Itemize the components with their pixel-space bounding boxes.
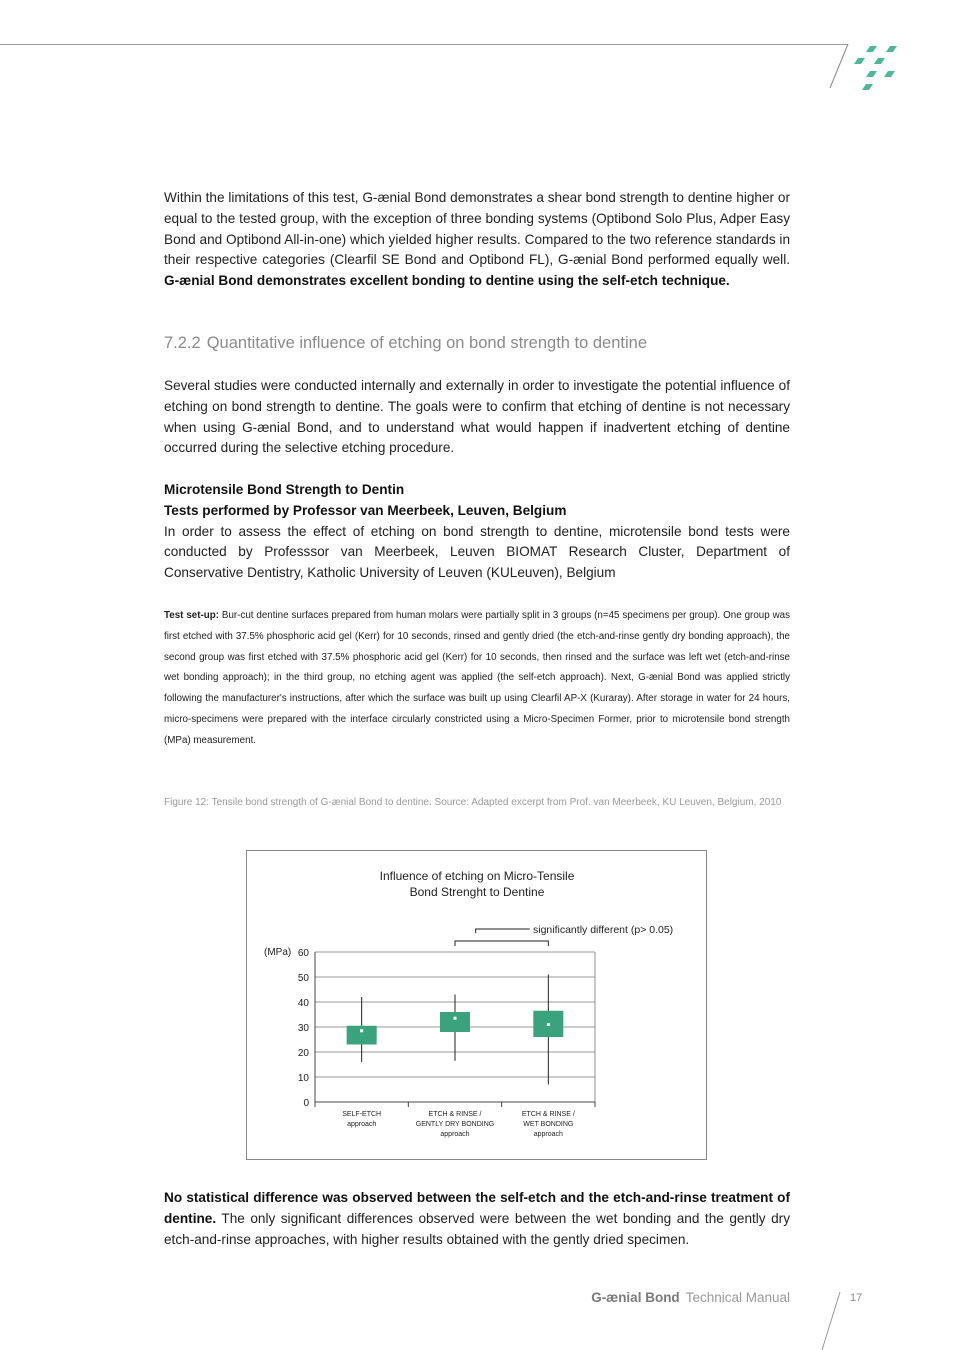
significance-bracket-upper: [476, 929, 530, 933]
section-title: Quantitative influence of etching on bond strength to dentine: [206, 334, 648, 352]
x-tick-label-3-2: WET BONDING: [523, 1121, 574, 1128]
figure-caption-section: [164, 793, 790, 814]
assess-paragraph: In order to assess the effect of etching on bond strength to dentine, microtensile bond tests were conducted by Professsor van Meerbeek, Leuven BIOMAT Research Cluster, Department of Conservative Dentistry, Katholic University of Leuven (KULeuven), Belgium: [164, 523, 790, 581]
x-tick-label-1-1: SELF-ETCH: [342, 1111, 382, 1118]
footer-manual: Technical Manual: [685, 1290, 790, 1305]
significance-bracket-lower: [455, 941, 548, 946]
x-tick-label-3-1: ETCH & RINSE /: [521, 1111, 575, 1118]
y-tick-label-40: 40: [297, 998, 309, 1009]
intro-paragraph: [164, 188, 790, 292]
footer-divider-slash: [818, 1290, 842, 1350]
subheading-microtensile: Microtensile Bond Strength to Dentin: [164, 482, 405, 497]
section-number: 7.2.2: [164, 334, 201, 352]
x-tick-label-3-3: approach: [533, 1131, 563, 1138]
y-tick-label-0: 0: [303, 1098, 309, 1109]
y-tick-label-30: 30: [297, 1023, 309, 1034]
footer-title: [591, 1290, 790, 1305]
microtensile-section: [164, 480, 790, 584]
footer-brand: G-ænial Bond: [591, 1290, 680, 1305]
y-tick-label-50: 50: [297, 973, 309, 984]
figure-caption: Figure 12: Tensile bond strength of G-ænial Bond to dentine. Source: Adapted excerpt from Prof. van Meerbeek, KU Leuven, Belgium, 2010: [164, 797, 782, 808]
test-setup-section: [164, 606, 790, 752]
x-tick-label-2-3: approach: [440, 1131, 470, 1138]
median-marker-1: [360, 1029, 363, 1032]
subheading-tests-performed: Tests performed by Professor van Meerbeek, Leuven, Belgium: [164, 502, 567, 518]
bond-strength-chart: [247, 851, 706, 1159]
chart-title-line-1: Influence of etching on Micro-Tensile: [379, 869, 575, 883]
header-logo-mark: [826, 40, 906, 92]
test-setup-text: Bur-cut dentine surfaces prepared from human molars were partially split in 3 groups (n=45 specimens per group). One group was first etched with 37.5% phosphoric acid gel (Kerr) for 10 seconds, rinsed and gently dried (the etch-and-rinse gently dry bonding approach), the second group was first etched with 37.5% phosphoric acid gel (Kerr) for 10 seconds, then rinsed and the surface was left wet (etch-and-rinse wet bonding approach); in the third group, no etching agent was applied (the self-etch approach). Next, G-ænial Bond was applied strictly following the manufacturer's instructions, after which the surface was built up using Clearfil AP-X (Kuraray). After storage in water for 24 hours, micro-specimens were prepared with the interface circularly constricted using a Micro-Specimen Former, prior to microtensile bond strength (MPa) measurement.: [164, 610, 791, 746]
box-1: [347, 1026, 377, 1045]
intro-emphasis: G-ænial Bond demonstrates excellent bonding to dentine using the self-etch technique.: [164, 273, 730, 289]
conclusion-section: [164, 1188, 790, 1250]
header-rule: [0, 44, 848, 45]
test-setup-paragraph: [164, 606, 790, 752]
conclusion-emphasis: No statistical difference was observed between the self-etch and the etch-and-rinse treatment of dentine.: [164, 1190, 790, 1226]
chart-frame: [246, 850, 707, 1160]
median-marker-3: [547, 1023, 550, 1026]
x-tick-label-1-2: approach: [347, 1121, 377, 1128]
y-tick-label-20: 20: [297, 1048, 309, 1059]
conclusion-text: The only significant differences observed were between the wet bonding and the gently dry etch-and-rinse approaches, with higher results obtained with the gently dried specimen.: [164, 1210, 790, 1247]
significance-label: significantly different (p> 0.05): [533, 924, 674, 936]
chart-y-unit-label: (MPa): [264, 947, 292, 958]
chart-title-line-2: Bond Strenght to Dentine: [409, 885, 545, 899]
conclusion-paragraph: [164, 1188, 790, 1250]
intro-text: Within the limitations of this test, G-ænial Bond demonstrates a shear bond strength to dentine higher or equal to the tested group, with the exception of three bonding systems (Optibond Solo Plus, Adper Easy Bond and Optibond All-in-one) which yielded higher results. Compared to the two reference standards in their respective categories (Clearfil SE Bond and Optibond FL), G-ænial Bond performed equally well.: [164, 190, 790, 268]
box-2: [440, 1012, 470, 1032]
page-number: 17: [850, 1292, 863, 1304]
intro-section: [164, 188, 790, 292]
section-heading: [164, 333, 790, 353]
studies-paragraph: Several studies were conducted internally and externally in order to investigate the potential influence of etching on bond strength to dentine. The goals were to confirm that etching of dentine is not necessary when using G-ænial Bond, and to understand what would happen if inadvertent etching of dentine occurred during the selective etching procedure.: [164, 378, 790, 456]
median-marker-2: [454, 1017, 457, 1020]
y-tick-label-60: 60: [297, 948, 309, 959]
x-tick-label-2-1: ETCH & RINSE /: [428, 1111, 482, 1118]
x-tick-label-2-2: GENTLY DRY BONDING: [415, 1121, 495, 1128]
studies-section: [164, 376, 790, 459]
y-tick-label-10: 10: [297, 1073, 309, 1084]
test-setup-label: Test set-up:: [164, 610, 219, 621]
